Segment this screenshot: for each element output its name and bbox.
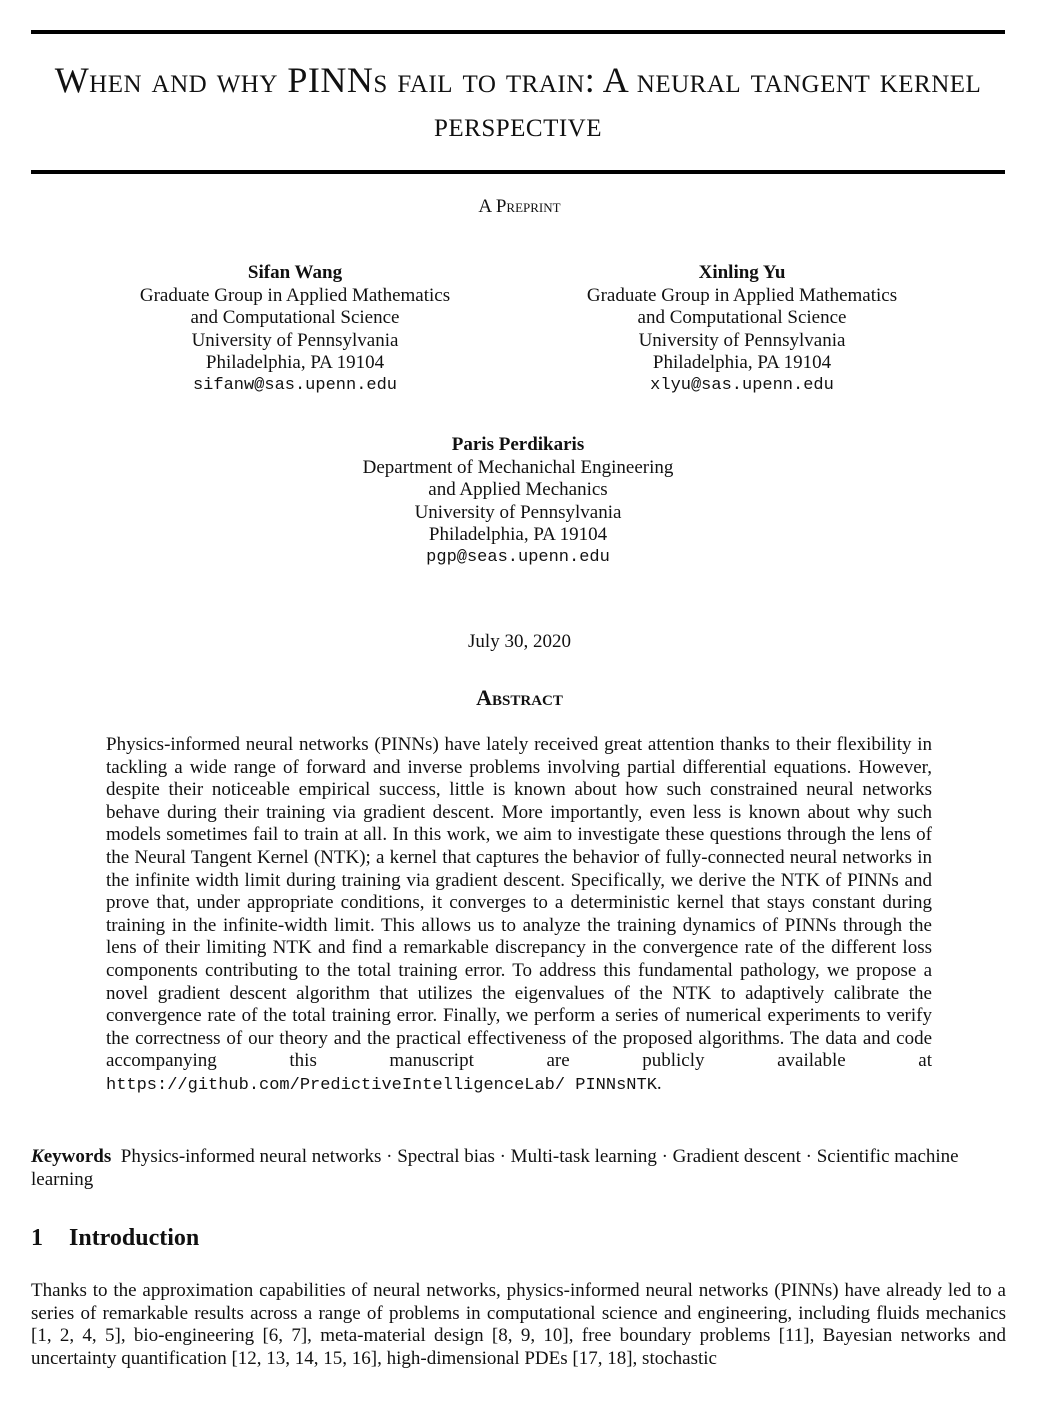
- abstract-end: .: [656, 1072, 662, 1094]
- author-location: Philadelphia, PA 19104: [652, 352, 832, 373]
- keywords-label-initial: K: [31, 1146, 44, 1167]
- abstract-heading: Abstract: [476, 685, 563, 710]
- keywords: [31, 1146, 991, 1191]
- author-location: Philadelphia, PA 19104: [205, 352, 385, 373]
- author-block: [318, 434, 718, 569]
- code-repository-link[interactable]: https://github.com/PredictiveIntelligenceLab/ PINNsNTK: [106, 1075, 657, 1095]
- keywords-label-rest: eywords: [43, 1146, 112, 1167]
- preprint-label: A Preprint: [478, 196, 561, 217]
- author-institution: University of Pennsylvania: [638, 329, 846, 351]
- author-email[interactable]: xlyu@sas.upenn.edu: [650, 375, 834, 395]
- section-heading: [31, 1225, 199, 1252]
- paper-title: When and why PINNs fail to train: A neural tangent kernel perspective: [54, 60, 982, 144]
- abstract-body: [106, 734, 932, 1098]
- section-number: 1: [31, 1225, 43, 1251]
- author-name: Xinling Yu: [698, 262, 786, 283]
- author-block: [95, 262, 495, 397]
- author-affiliation: Graduate Group in Applied Mathematics: [586, 284, 898, 306]
- paper-date: July 30, 2020: [468, 631, 571, 652]
- section-title: Introduction: [69, 1225, 200, 1251]
- author-email[interactable]: pgp@seas.upenn.edu: [426, 547, 610, 567]
- title-bottom-rule: [31, 170, 1005, 174]
- author-institution: University of Pennsylvania: [414, 501, 622, 523]
- author-name: Sifan Wang: [247, 262, 343, 283]
- author-block: [542, 262, 942, 397]
- title-top-rule: [31, 30, 1005, 34]
- author-institution: University of Pennsylvania: [191, 329, 399, 351]
- keywords-text: Physics-informed neural networks · Spectral bias · Multi-task learning · Gradient descent · Scientific machine learning: [31, 1146, 959, 1190]
- author-affiliation: Graduate Group in Applied Mathematics: [139, 284, 451, 306]
- author-affiliation: and Applied Mechanics: [428, 479, 608, 500]
- author-affiliation: and Computational Science: [190, 307, 400, 328]
- author-affiliation: and Computational Science: [637, 307, 847, 328]
- author-affiliation: Department of Mechanichal Engineering: [362, 456, 674, 478]
- abstract-text: Physics-informed neural networks (PINNs) have lately received great attention thanks to their flexibility in tackling a wide range of forward and inverse problems involving partial differential equations. However, despite their noticeable empirical success, little is known about how such constrained neural networks behave during their training via gradient descent. More importantly, even less is known about why such models sometimes fail to train at all. In this work, we aim to investigate these questions through the lens of the Neural Tangent Kernel (NTK); a kernel that captures the behavior of fully-connected neural networks in the infinite width limit during training via gradient descent. Specifically, we derive the NTK of PINNs and prove that, under appropriate conditions, it converges to a deterministic kernel that stays constant during training in the infinite-width limit. This allows us to analyze the training dynamics of PINNs through the lens of their limiting NTK and find a remarkable discrepancy in the convergence rate of the different loss components contributing to the total training error. To address this fundamental pathology, we propose a novel gradient descent algorithm that utilizes the eigenvalues of the NTK to adaptively calibrate the convergence rate of the total training error. Finally, we perform a series of numerical experiments to verify the correctness of our theory and the practical effectiveness of the proposed algorithms. The data and code accompanying this manuscript are publicly available at: [106, 734, 932, 1072]
- introduction-paragraph: Thanks to the approximation capabilities of neural networks, physics-informed neural networks (PINNs) have already led to a series of remarkable results across a range of problems in computational science and engineering, including fluids mechanics [1, 2, 4, 5], bio-engineering [6, 7], meta-material design [8, 9, 10], free boundary problems [11], Bayesian networks and uncertainty quantification [12, 13, 14, 15, 16], high-dimensional PDEs [17, 18], stochastic: [31, 1280, 1006, 1369]
- author-name: Paris Perdikaris: [451, 434, 585, 455]
- author-location: Philadelphia, PA 19104: [428, 524, 608, 545]
- author-email[interactable]: sifanw@sas.upenn.edu: [192, 375, 398, 395]
- keywords-label: [31, 1146, 111, 1167]
